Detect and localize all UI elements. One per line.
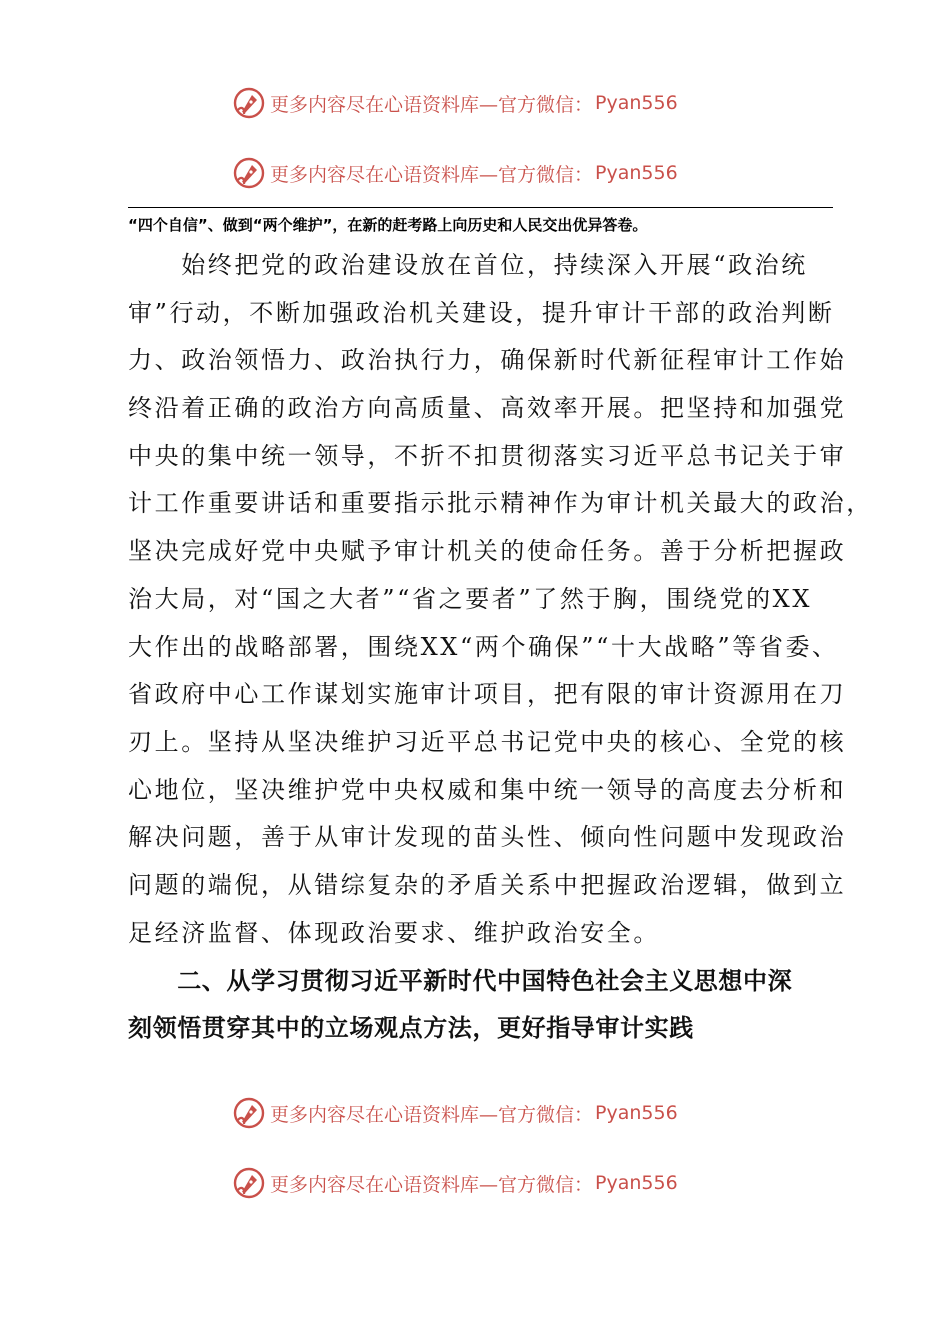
paragraph-line: 问题的端倪，从错综复杂的矛盾关系中把握政治逻辑，做到立 (128, 870, 847, 899)
paragraph-line: 心地位，坚决维护党中央权威和集中统一领导的高度去分析和 (128, 775, 847, 804)
paragraph-line: 中央的集中统一领导，不折不扣贯彻落实习近平总书记关于审 (128, 441, 847, 470)
watermark-wechat-id: Pyan556 (595, 1102, 678, 1124)
watermark (232, 1095, 678, 1131)
heading-line: 二、从学习贯彻习近平新时代中国特色社会主义思想中深 (128, 967, 793, 995)
watermark-text: 更多内容尽在心语资料库—官方微信： (270, 93, 594, 116)
pen-nib-icon (232, 156, 266, 190)
watermark (232, 85, 678, 121)
watermark-wechat-id: Pyan556 (595, 1172, 678, 1194)
section-heading (128, 958, 848, 1052)
paragraph-line: 审”行动，不断加强政治机关建设，提升审计干部的政治判断 (128, 298, 835, 327)
pen-nib-icon (232, 1096, 266, 1130)
watermark-wechat-id: Pyan556 (595, 162, 678, 184)
header-rule (128, 207, 833, 208)
watermark-wechat-id: Pyan556 (595, 92, 678, 114)
paragraph-line: 足经济监督、体现政治要求、维护政治安全。 (128, 918, 660, 947)
pen-nib-icon (232, 1166, 266, 1200)
paragraph-line: 治大局，对“国之大者”“省之要者”了然于胸，围绕党的XX (128, 584, 813, 613)
heading-line: 刻领悟贯穿其中的立场观点方法，更好指导审计实践 (128, 1014, 694, 1042)
body-paragraph (128, 242, 873, 957)
watermark (232, 155, 678, 191)
paragraph-line: 大作出的战略部署，围绕XX“两个确保”“十大战略”等省委、 (128, 632, 839, 661)
paragraph-line: 始终把党的政治建设放在首位，持续深入开展“政治统 (128, 251, 808, 279)
watermark-text: 更多内容尽在心语资料库—官方微信： (270, 1173, 594, 1196)
watermark-text: 更多内容尽在心语资料库—官方微信： (270, 163, 594, 186)
paragraph-line: 计工作重要讲话和重要指示批示精神作为审计机关最大的政治， (128, 489, 873, 518)
paragraph-line: 终沿着正确的政治方向高质量、高效率开展。把坚持和加强党 (128, 394, 847, 423)
pen-nib-icon (232, 86, 266, 120)
paragraph-line: 解决问题，善于从审计发现的苗头性、倾向性问题中发现政治 (128, 823, 847, 852)
watermark (232, 1165, 678, 1201)
watermark-text: 更多内容尽在心语资料库—官方微信： (270, 1103, 594, 1126)
paragraph-line: 坚决完成好党中央赋予审计机关的使命任务。善于分析把握政 (128, 537, 847, 566)
continued-text-line: “四个自信”、做到“两个维护”，在新的赶考路上向历史和人民交出优异答卷。 (128, 216, 648, 234)
paragraph-line: 省政府中心工作谋划实施审计项目，把有限的审计资源用在刀 (128, 680, 847, 709)
paragraph-line: 力、政治领悟力、政治执行力，确保新时代新征程审计工作始 (128, 346, 847, 375)
paragraph-line: 刃上。坚持从坚决维护习近平总书记党中央的核心、全党的核 (128, 727, 847, 756)
